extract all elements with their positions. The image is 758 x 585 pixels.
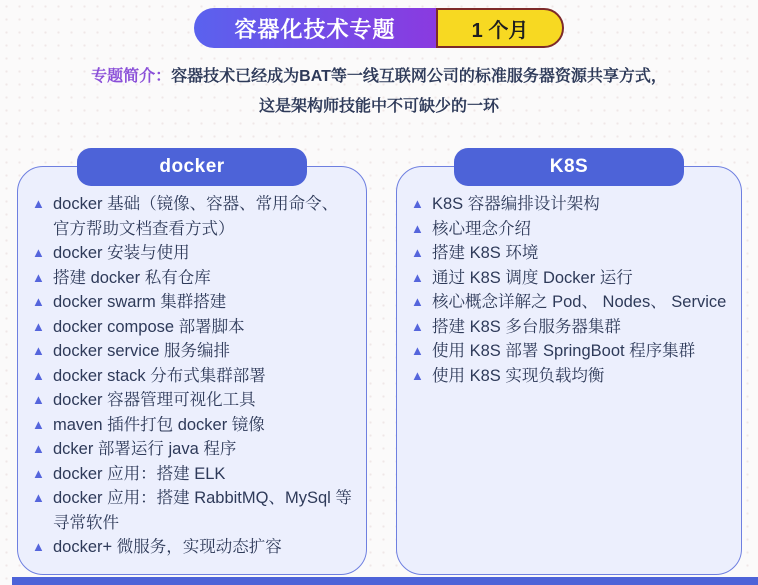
triangle-bullet-icon: ▲ [32, 318, 45, 334]
intro-label: 专题简介： [91, 68, 172, 85]
triangle-bullet-icon: ▲ [411, 367, 424, 383]
list-item-label: 搭建 docker 私有仓库 [53, 268, 211, 287]
list-item [32, 535, 352, 560]
triangle-bullet-icon: ▲ [411, 318, 424, 334]
list-item [32, 413, 352, 438]
k8s-card-title: K8S [454, 148, 684, 186]
k8s-item-list [411, 192, 727, 388]
triangle-bullet-icon: ▲ [411, 269, 424, 285]
list-item-label: docker 应用：搭建 RabbitMQ、MySql 等寻常软件 [53, 489, 352, 532]
topic-badge [194, 8, 564, 48]
list-item-label: docker service 服务编排 [53, 342, 230, 360]
intro-text-2: 这是架构师技能中不可缺少的一环 [258, 98, 499, 115]
list-item-label: 使用 K8S 实现负载均衡 [432, 366, 605, 385]
topic-title: 容器化技术专题 [194, 8, 436, 48]
triangle-bullet-icon: ▲ [32, 416, 45, 432]
list-item-label: 通过 K8S 调度 Docker 运行 [432, 268, 633, 287]
intro-line1 [0, 62, 758, 92]
list-item [32, 388, 352, 413]
list-item [411, 192, 727, 217]
list-item [411, 217, 727, 242]
list-item-label: docker 应用：搭建 ELK [53, 464, 226, 483]
triangle-bullet-icon: ▲ [32, 465, 45, 481]
list-item-label: 核心概念详解之 Pod、 Nodes、 Service [432, 293, 727, 311]
triangle-bullet-icon: ▲ [411, 294, 424, 309]
triangle-bullet-icon: ▲ [411, 220, 424, 236]
list-item [411, 315, 727, 340]
list-item-label: 使用 K8S 部署 SpringBoot 程序集群 [432, 342, 696, 360]
list-item [32, 266, 352, 291]
triangle-bullet-icon: ▲ [32, 196, 45, 211]
triangle-bullet-icon: ▲ [32, 392, 45, 407]
docker-card [17, 156, 367, 575]
list-item [32, 437, 352, 462]
triangle-bullet-icon: ▲ [32, 367, 45, 383]
list-item-label: 搭建 K8S 环境 [432, 244, 539, 262]
cards-row [0, 156, 758, 575]
triangle-bullet-icon: ▲ [411, 343, 424, 358]
triangle-bullet-icon: ▲ [32, 269, 45, 285]
footer-bar [12, 577, 758, 585]
list-item [411, 339, 727, 364]
docker-item-list [32, 192, 352, 560]
list-item-label: docker+ 微服务，实现动态扩容 [53, 538, 282, 556]
list-item [411, 241, 727, 266]
list-item-label: docker stack 分布式集群部署 [53, 366, 266, 385]
list-item [32, 486, 352, 535]
list-item [411, 290, 727, 315]
list-item-label: docker 基础（镜像、容器、常用命令、官方帮助文档查看方式） [53, 195, 339, 238]
header [0, 0, 758, 48]
list-item [32, 339, 352, 364]
triangle-bullet-icon: ▲ [411, 245, 424, 260]
list-item-label: maven 插件打包 docker 镜像 [53, 415, 265, 434]
docker-card-title: docker [77, 148, 307, 186]
list-item [32, 462, 352, 487]
k8s-card [396, 156, 742, 575]
list-item [411, 266, 727, 291]
list-item-label: docker 容器管理可视化工具 [53, 391, 256, 409]
triangle-bullet-icon: ▲ [411, 196, 424, 211]
intro-text-1: 容器技术已经成为BAT等一线互联网公司的标准服务器资源共享方式， [171, 68, 667, 85]
list-item [411, 364, 727, 389]
list-item [32, 315, 352, 340]
list-item-label: 核心理念介绍 [432, 219, 531, 238]
list-item-label: dcker 部署运行 java 程序 [53, 440, 237, 458]
intro-section [0, 62, 758, 122]
triangle-bullet-icon: ▲ [32, 539, 45, 554]
triangle-bullet-icon: ▲ [32, 294, 45, 309]
list-item-label: docker swarm 集群搭建 [53, 293, 227, 311]
triangle-bullet-icon: ▲ [32, 490, 45, 505]
list-item-label: docker 安装与使用 [53, 244, 190, 262]
triangle-bullet-icon: ▲ [32, 441, 45, 456]
list-item [32, 241, 352, 266]
list-item [32, 364, 352, 389]
triangle-bullet-icon: ▲ [32, 245, 45, 260]
list-item-label: K8S 容器编排设计架构 [432, 195, 600, 213]
list-item [32, 192, 352, 241]
list-item-label: 搭建 K8S 多台服务器集群 [432, 317, 621, 336]
duration-badge: 1 个月 [436, 8, 564, 48]
list-item-label: docker compose 部署脚本 [53, 317, 245, 336]
triangle-bullet-icon: ▲ [32, 343, 45, 358]
list-item [32, 290, 352, 315]
